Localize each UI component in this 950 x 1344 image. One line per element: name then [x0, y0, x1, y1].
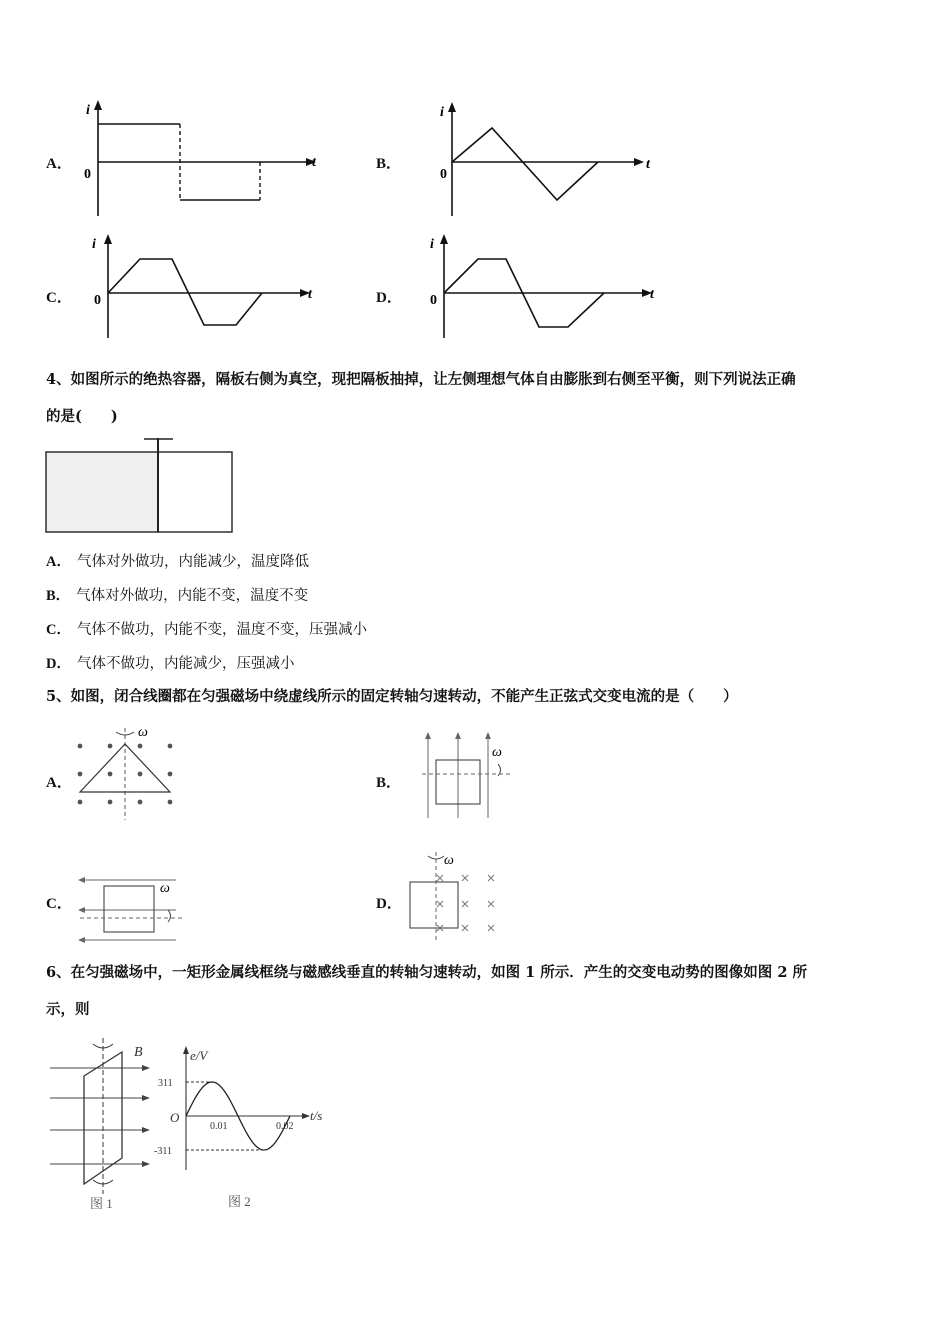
omega-label: ω: [138, 725, 148, 740]
q5-option-c-label: C．: [46, 896, 72, 912]
choice-key: C．: [46, 622, 71, 638]
axis-t-label: t: [308, 287, 312, 302]
q5-option-d-label: D．: [376, 896, 402, 912]
vacuum-region: [158, 452, 232, 532]
q6-figure-2-emf-chart: [150, 1044, 340, 1216]
q4-choice-b[interactable]: [46, 584, 308, 605]
choice-key: B．: [46, 588, 71, 604]
option-d-label: D．: [376, 290, 402, 306]
field-label: B: [134, 1045, 143, 1060]
axis-i-label: i: [92, 237, 96, 252]
figure-caption: 图 2: [228, 1194, 251, 1209]
choice-key: D．: [46, 656, 71, 672]
ymax-tick: 311: [158, 1078, 173, 1089]
choice-text: 气体不做功，内能不变，温度不变，压强减小: [76, 622, 367, 638]
origin-label: 0: [84, 167, 91, 182]
axis-i-label: i: [430, 237, 434, 252]
q5-figure-b: [420, 730, 520, 820]
choice-text: 气体不做功，内能减少，压强减小: [76, 656, 295, 672]
q5-option-a-label: A．: [46, 775, 72, 791]
omega-label: ω: [444, 853, 454, 868]
axis-t-label: t: [646, 157, 650, 172]
option-a-label: A．: [46, 156, 72, 172]
option-c-label: C．: [46, 290, 72, 306]
graph-option-a: [70, 100, 330, 218]
option-b-label: B．: [376, 156, 402, 172]
graph-option-b: [426, 100, 666, 218]
origin-label: 0: [440, 167, 447, 182]
q4-choice-a[interactable]: [46, 550, 309, 571]
omega-label: ω: [160, 881, 170, 896]
origin-label: 0: [430, 293, 437, 308]
q5-figure-c: [76, 872, 186, 948]
gas-region: [46, 452, 158, 532]
square-coil: [104, 886, 154, 932]
choice-text: 气体对外做功，内能减少，温度降低: [76, 554, 309, 570]
q4-stem-line1: 4、如图所示的绝热容器，隔板右侧为真空，现把隔板抽掉，让左侧理想气体自由膨胀到右侧至平衡，则下列说法正确: [46, 371, 796, 388]
q6-figure-1: [48, 1036, 158, 1216]
axis-t-label: t: [650, 287, 654, 302]
q4-stem-line2: 的是( ): [46, 408, 118, 425]
q6-stem-line1: 6、在匀强磁场中，一矩形金属线框绕与磁感线垂直的转轴匀速转动，如图 1 所示．产生的交变电动势的图像如图 2 所: [46, 964, 807, 981]
axis-t-label: t: [312, 155, 316, 170]
axis-i-label: i: [440, 105, 444, 120]
q5-stem: 5、如图，闭合线圈都在匀强磁场中绕虚线所示的固定转轴匀速转动，不能产生正弦式交变电流的是（ ）: [46, 688, 738, 705]
ymin-tick: -311: [154, 1146, 172, 1157]
origin-label: O: [170, 1110, 180, 1125]
choice-key: A．: [46, 554, 71, 570]
graph-option-c: [82, 232, 322, 340]
t1-tick: 0.01: [210, 1121, 228, 1132]
y-axis-label: e/V: [190, 1048, 208, 1063]
q5-figure-a: [70, 722, 180, 822]
origin-label: 0: [94, 293, 101, 308]
omega-label: ω: [492, 745, 502, 760]
x-axis-label: t/s: [310, 1108, 323, 1123]
choice-text: 气体对外做功，内能不变，温度不变: [76, 588, 309, 604]
graph-option-d: [418, 232, 663, 340]
figure-caption: 图 1: [90, 1196, 113, 1211]
square-coil: [410, 882, 458, 928]
insulated-container-figure: [44, 436, 236, 536]
q6-stem-line2: 示，则: [46, 1001, 90, 1018]
axis-i-label: i: [86, 103, 90, 118]
t2-tick: 0.02: [276, 1121, 294, 1132]
q4-choice-d[interactable]: [46, 652, 294, 673]
q4-choice-c[interactable]: [46, 618, 367, 639]
q5-figure-d: [404, 850, 504, 942]
q5-option-b-label: B．: [376, 775, 402, 791]
